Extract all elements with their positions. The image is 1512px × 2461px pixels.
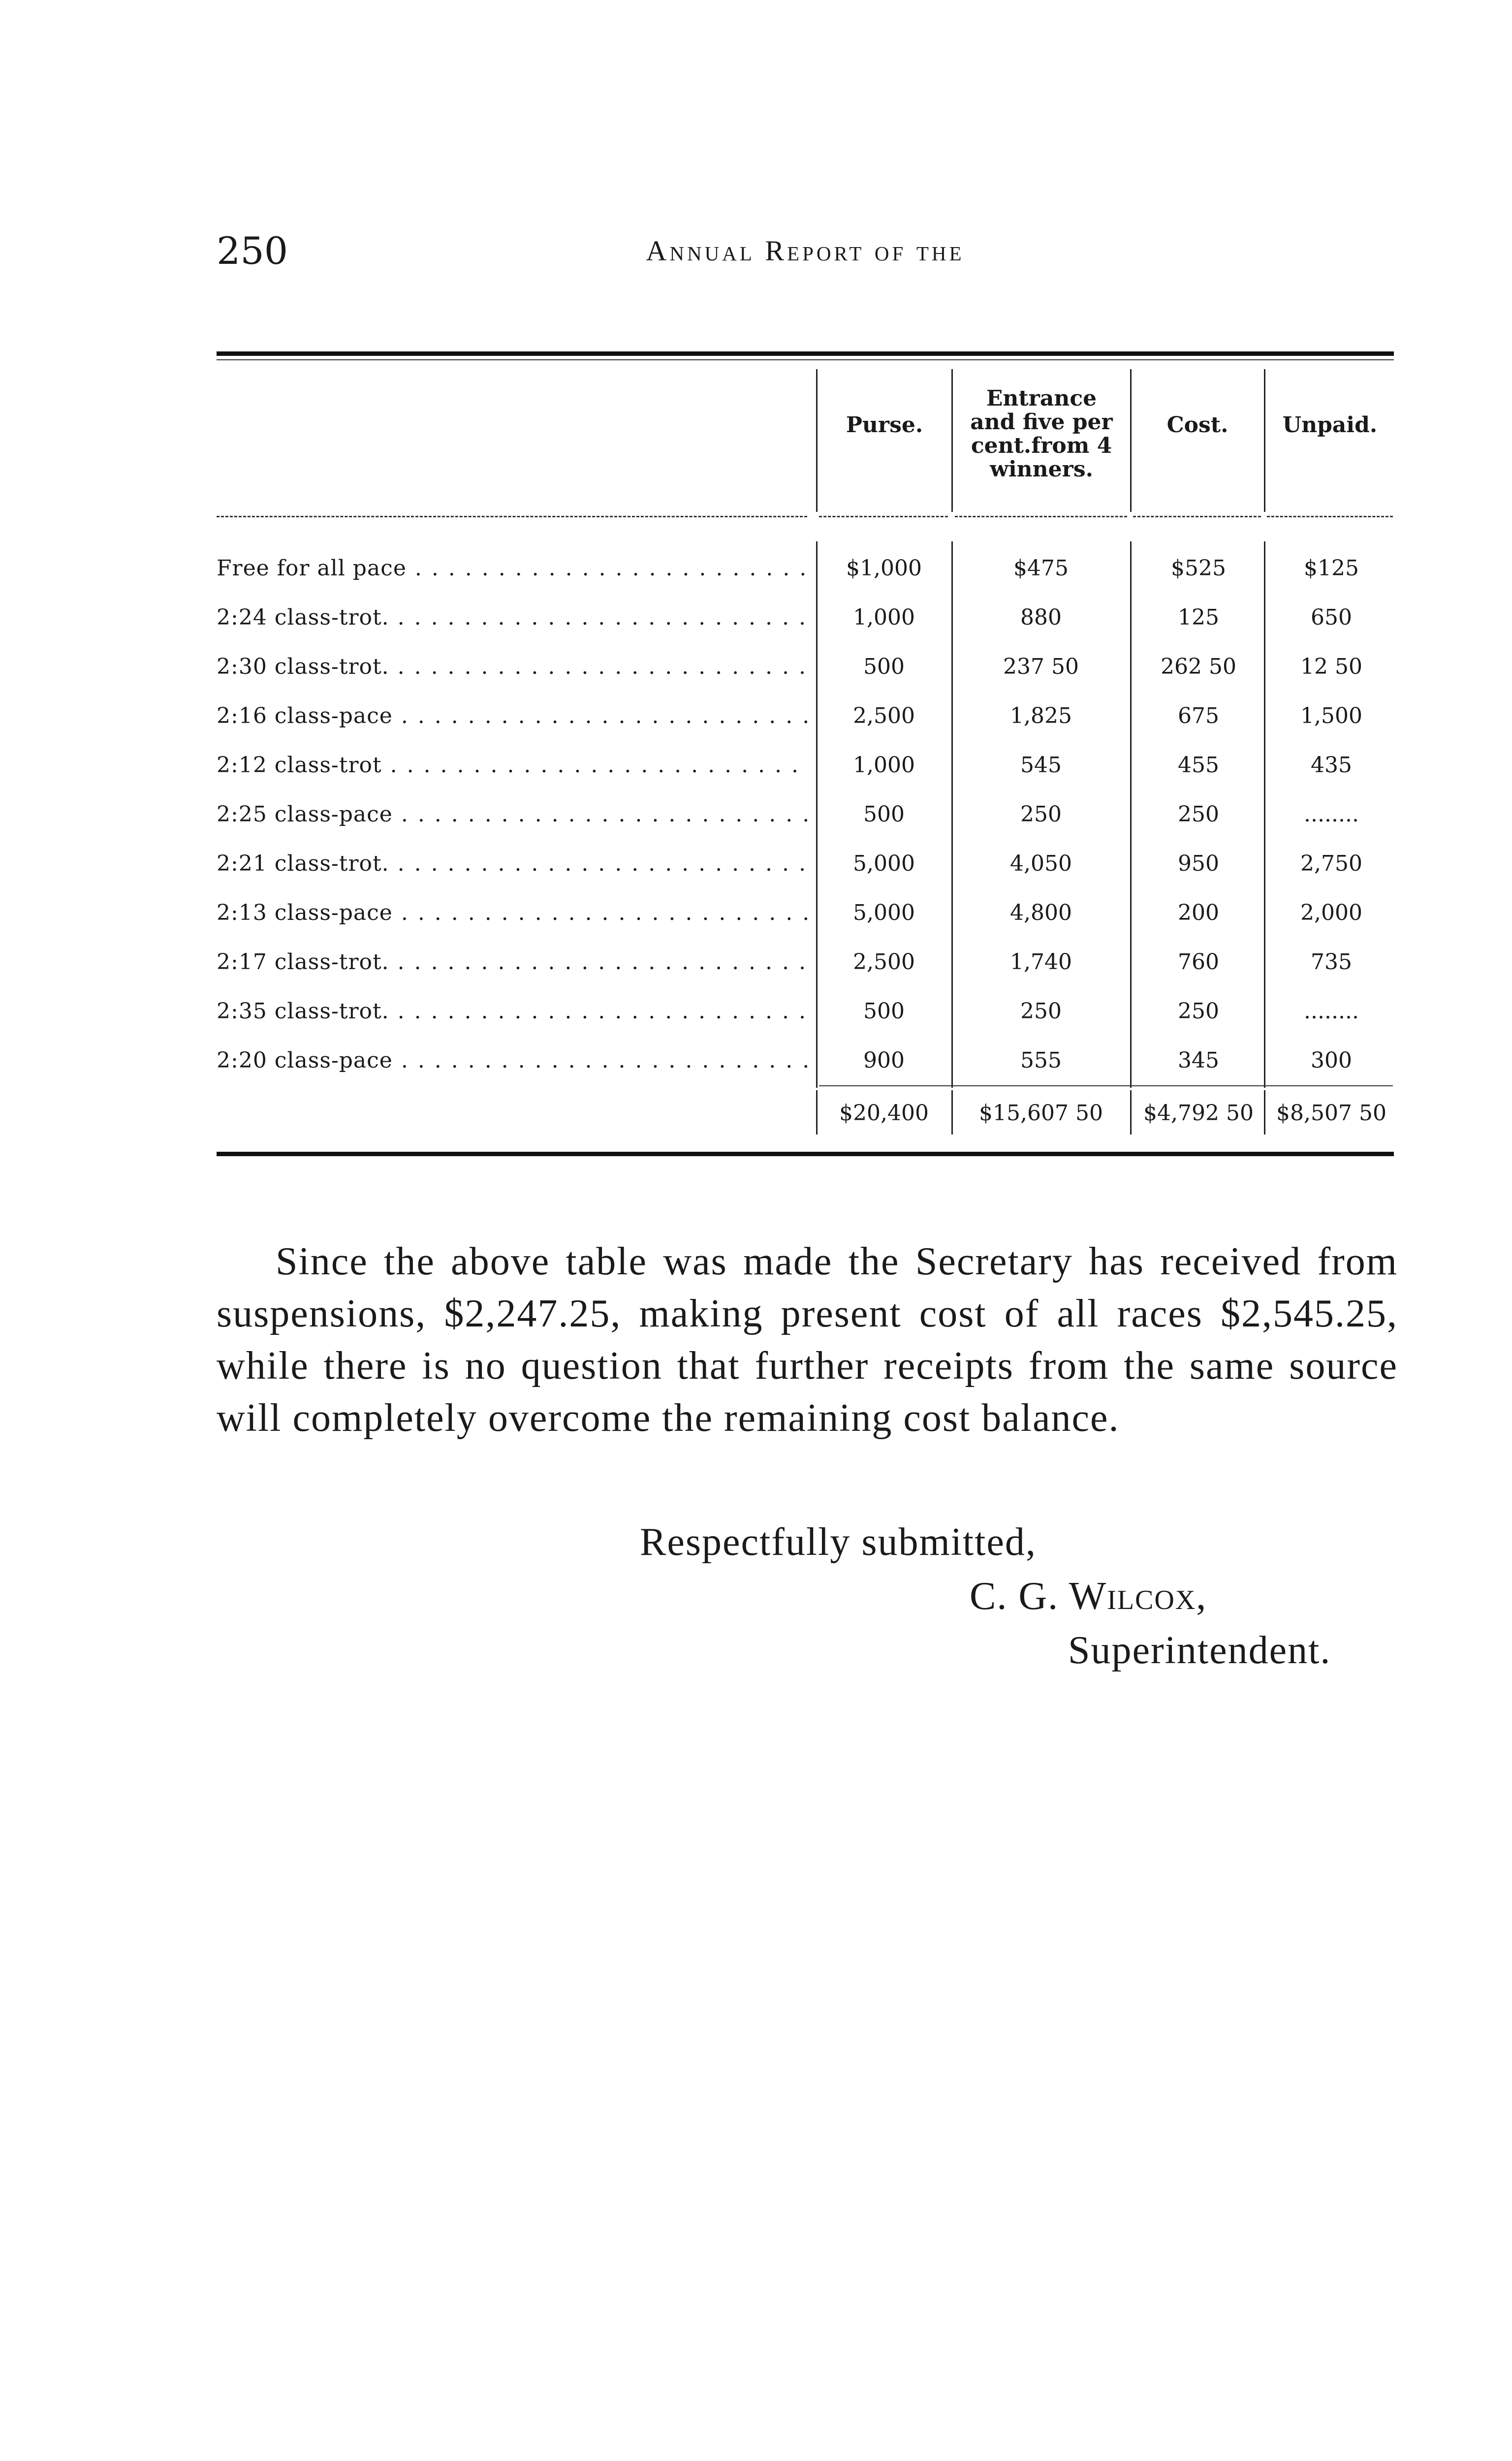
total-purse: $20,400 (839, 1101, 929, 1126)
total-unpaid: $8,507 50 (1276, 1101, 1386, 1126)
header-separator (217, 516, 807, 517)
race-name: 2:20 class-pace . . . (217, 1036, 807, 1085)
race-name: 2:30 class-trot. . . . (217, 642, 807, 692)
race-name: 2:35 class-trot. . . . (217, 987, 807, 1036)
column-header-cost: Cost. (1166, 412, 1228, 438)
header-separator (955, 516, 1127, 517)
entrance-value: $475 (1013, 556, 1069, 581)
race-name: 2:25 class-pace . . . (217, 790, 807, 839)
table-row (217, 593, 1393, 642)
cost-value: 250 (1178, 999, 1219, 1024)
entrance-value: 250 (1020, 802, 1062, 827)
entrance-value: 1,740 (1010, 949, 1072, 975)
signer-name: C. G. Wilcox, (970, 1575, 1207, 1618)
cost-value: 345 (1178, 1048, 1219, 1073)
cost-value: 950 (1178, 851, 1219, 876)
running-head: Annual Report of the (646, 235, 965, 267)
purse-value: 2,500 (853, 703, 915, 728)
race-name: 2:17 class-trot. . . . (217, 938, 807, 987)
table-top-rule (217, 351, 1394, 356)
race-name: 2:21 class-trot. . . . (217, 839, 807, 888)
race-name: 2:16 class-pace . . . (217, 692, 807, 741)
total-entrance: $15,607 50 (979, 1101, 1103, 1126)
unpaid-value: 650 (1311, 605, 1352, 630)
total-cost: $4,792 50 (1143, 1101, 1254, 1126)
col-divider (1264, 369, 1265, 512)
purse-value: 500 (863, 654, 905, 679)
entrance-value: 250 (1020, 999, 1062, 1024)
body-paragraph: Since the above table was made the Secretary has received from suspensions, $2,247.25, making present cost of all races $2,545.25, while there is no question that further receipts from the same source will completely overcome the remaining cost balance. (217, 1240, 1398, 1440)
col-divider (816, 369, 818, 512)
unpaid-value: 435 (1311, 753, 1352, 778)
unpaid-value: $125 (1304, 556, 1359, 581)
table-row (217, 741, 1393, 790)
column-header-unpaid: Unpaid. (1282, 412, 1378, 438)
purse-value: 2,500 (853, 949, 915, 975)
table-row (217, 692, 1393, 741)
purse-value: 1,000 (853, 605, 915, 630)
header-separator (1267, 516, 1393, 517)
entrance-value: 880 (1020, 605, 1062, 630)
totals-row (217, 1089, 1393, 1138)
signer-title: Superintendent. (1068, 1629, 1331, 1672)
entrance-value: 237 50 (1003, 654, 1079, 679)
table-row (217, 888, 1393, 938)
entrance-value: 4,800 (1010, 900, 1072, 925)
unpaid-value: 1,500 (1300, 703, 1362, 728)
cost-value: $525 (1171, 556, 1226, 581)
col-divider (951, 369, 953, 512)
unpaid-value: 735 (1311, 949, 1352, 975)
unpaid-value: 12 50 (1300, 654, 1362, 679)
closing-salutation: Respectfully submitted, (640, 1520, 1037, 1564)
cost-value: 675 (1178, 703, 1219, 728)
purse-value: 500 (863, 802, 905, 827)
table-row (217, 544, 1393, 593)
totals-rule (819, 1085, 1393, 1086)
header-separator (1133, 516, 1261, 517)
purse-value: 5,000 (853, 851, 915, 876)
unpaid-value: ........ (1304, 999, 1359, 1024)
race-name: 2:13 class-pace . . . (217, 888, 807, 938)
page-number: 250 (217, 229, 288, 273)
table-row (217, 938, 1393, 987)
purse-value: 5,000 (853, 900, 915, 925)
entrance-value: 545 (1020, 753, 1062, 778)
race-name: 2:12 class-trot . . . (217, 741, 807, 790)
purse-value: 500 (863, 999, 905, 1024)
race-name: 2:24 class-trot. . . . (217, 593, 807, 642)
table-row (217, 790, 1393, 839)
column-header-entrance: Entrance and five per cent.from 4 winners. (970, 386, 1113, 482)
page-header (217, 229, 1394, 273)
table-row (217, 839, 1393, 888)
cost-value: 125 (1178, 605, 1219, 630)
purse-value: 1,000 (853, 753, 915, 778)
entrance-value: 1,825 (1010, 703, 1072, 728)
table-row (217, 642, 1393, 692)
cost-value: 455 (1178, 753, 1219, 778)
entrance-value: 4,050 (1010, 851, 1072, 876)
cost-value: 760 (1178, 949, 1219, 975)
unpaid-value: 300 (1311, 1048, 1352, 1073)
cost-value: 262 50 (1161, 654, 1236, 679)
table-bottom-rule (217, 1152, 1394, 1156)
race-name: Free for all pace . . . (217, 544, 807, 593)
cost-value: 200 (1178, 900, 1219, 925)
purse-value: $1,000 (846, 556, 922, 581)
table-row (217, 987, 1393, 1036)
column-header-purse: Purse. (846, 412, 923, 438)
table-row (217, 1036, 1393, 1085)
cost-value: 250 (1178, 802, 1219, 827)
col-divider (1130, 369, 1132, 512)
unpaid-value: ........ (1304, 802, 1359, 827)
unpaid-value: 2,750 (1300, 851, 1362, 876)
entrance-value: 555 (1020, 1048, 1062, 1073)
table-top-rule-thin (217, 359, 1394, 360)
header-separator (819, 516, 948, 517)
purse-value: 900 (863, 1048, 905, 1073)
unpaid-value: 2,000 (1300, 900, 1362, 925)
